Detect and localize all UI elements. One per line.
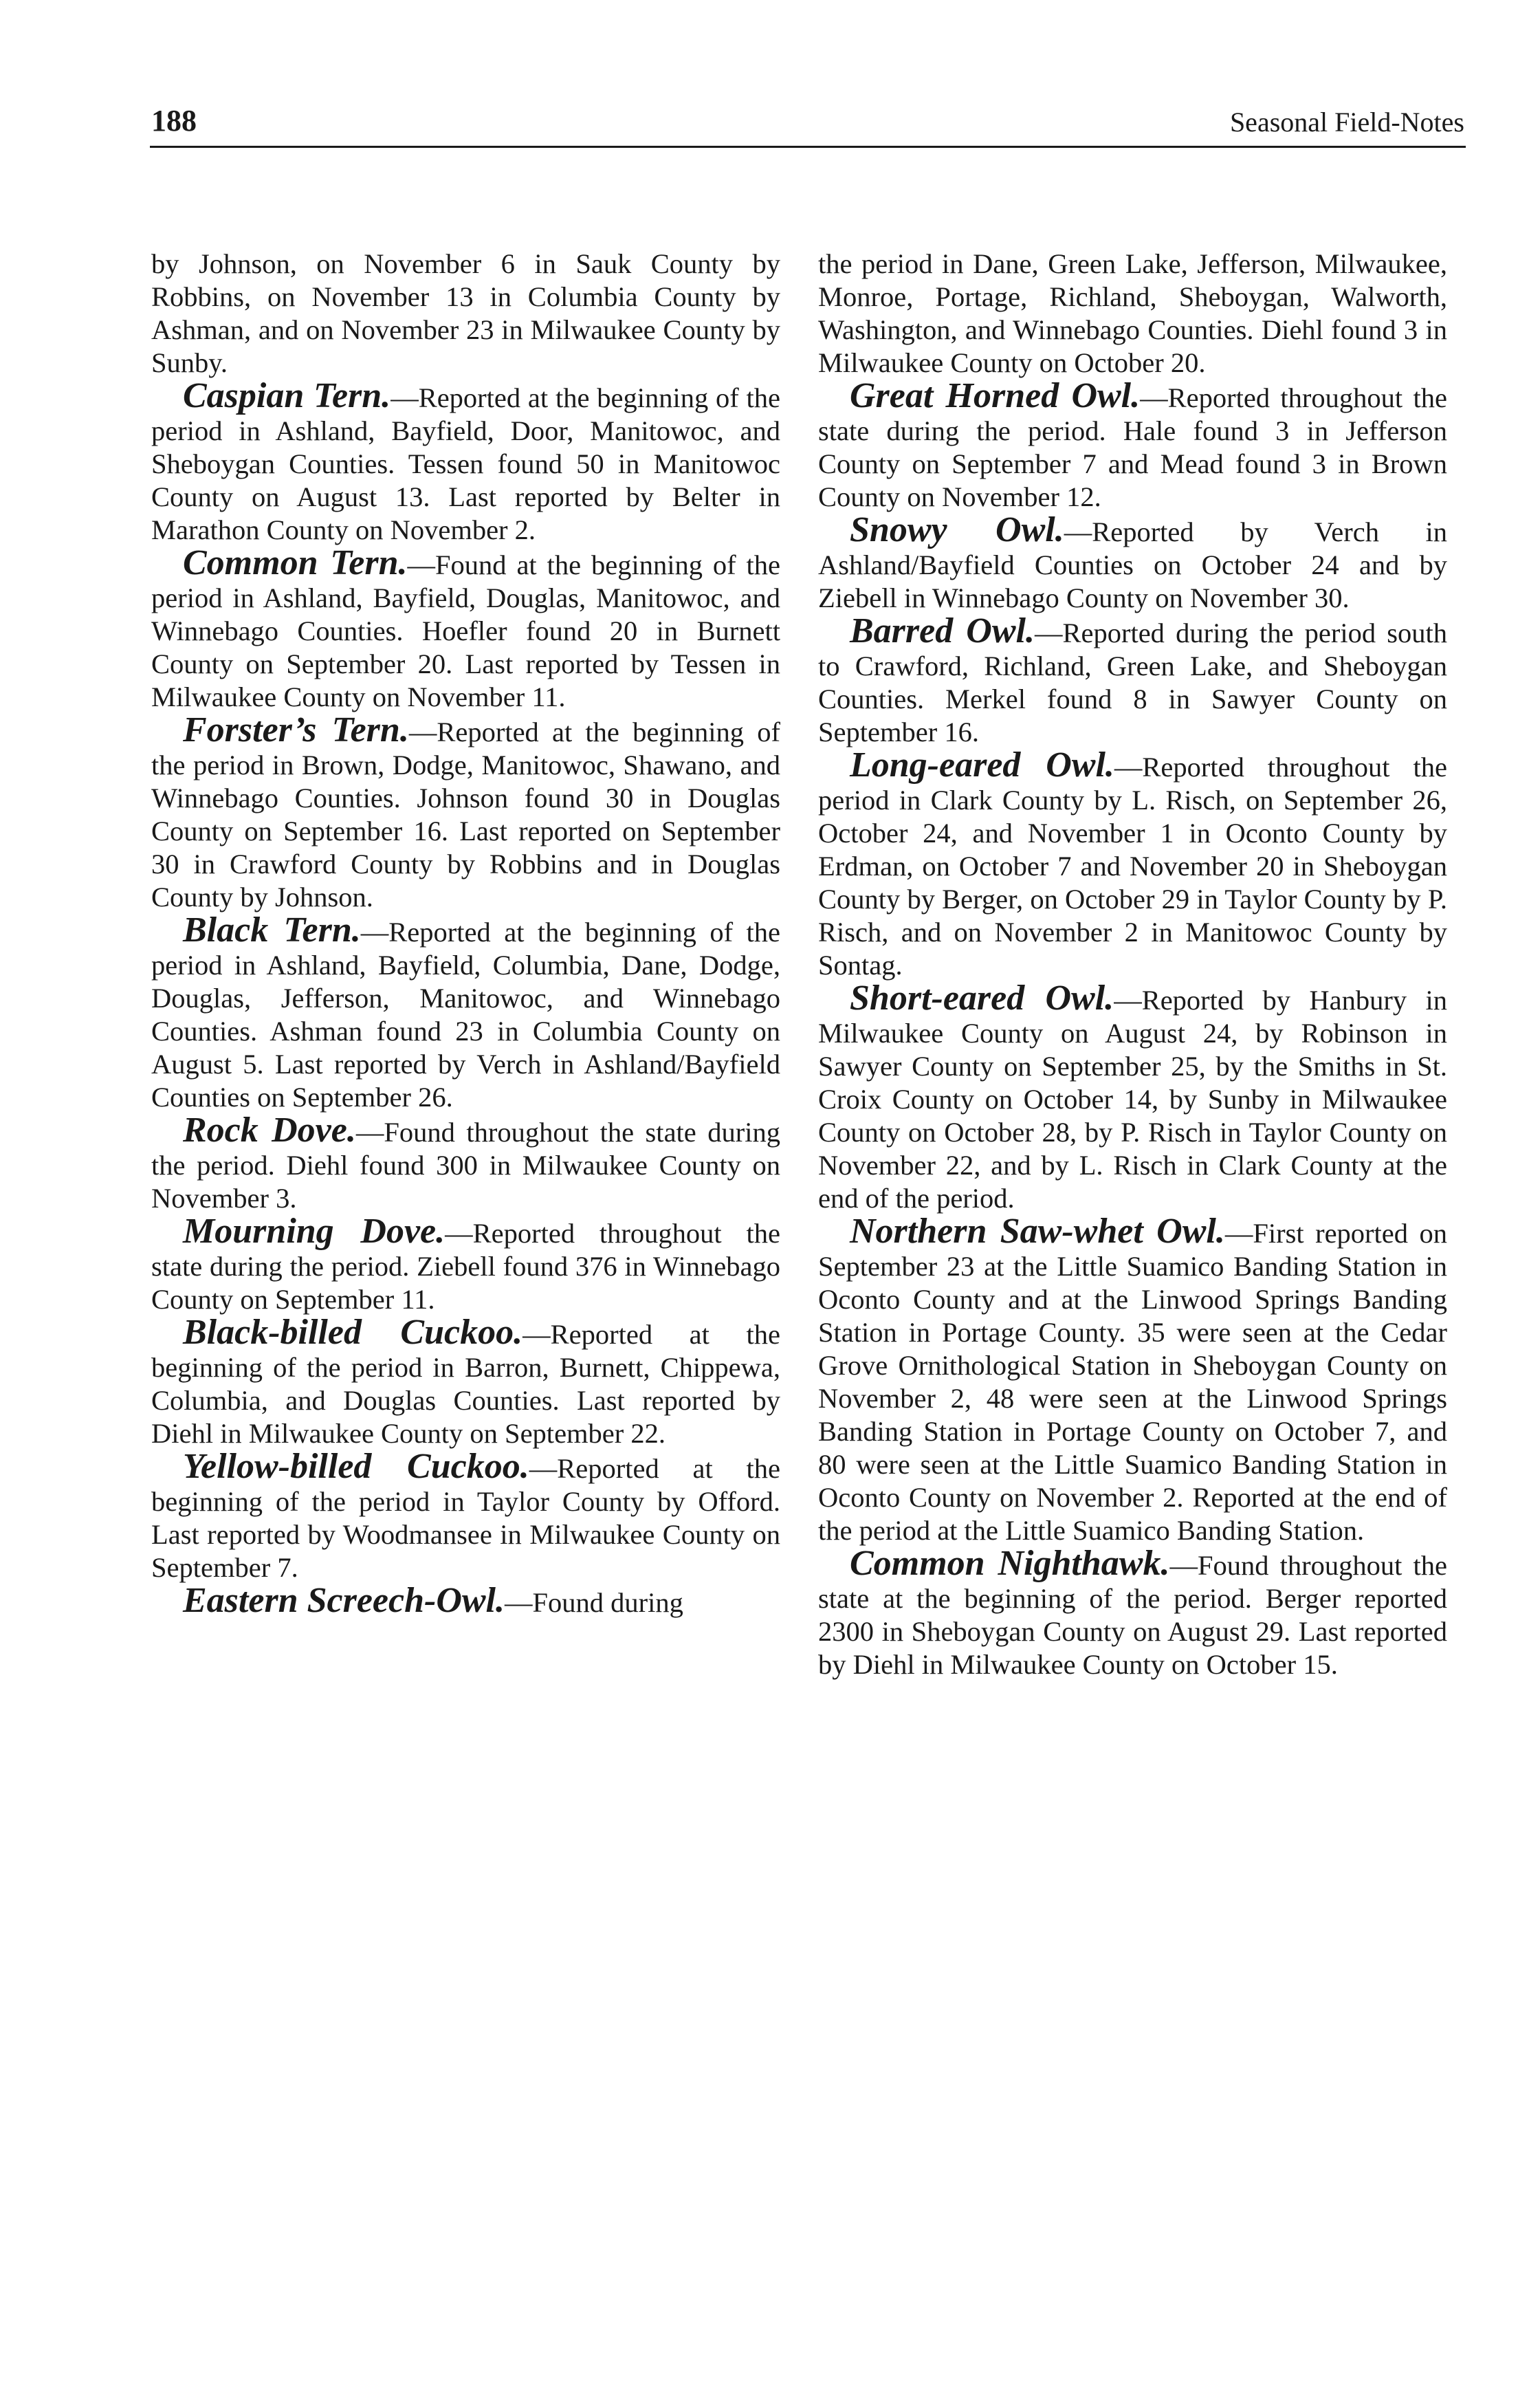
species-name: Northern Saw-whet Owl. (850, 1212, 1225, 1251)
species-text: —Found during (505, 1587, 683, 1618)
species-name: Rock Dove. (183, 1111, 356, 1150)
species-entry (151, 1212, 780, 1316)
species-text: —Found throughout the state at the beginning of the period. Berger reported 2300 in Sheboygan County on August 29. Last reported by Diehl in Milwaukee County on October 15. (818, 1550, 1447, 1680)
species-text: —Reported by Verch in Ashland/Bayfield Counties on October 24 and by Ziebell in Winnebago County on November 30. (818, 516, 1447, 613)
species-entry (151, 910, 781, 1114)
running-title: Seasonal Field-Notes (1229, 107, 1464, 138)
species-name: Great Horned Owl. (850, 376, 1141, 415)
species-text: —Reported at the beginning of the period in Ashland, Bayfield, Columbia, Dane, Dodge, Douglas, Jefferson, Manitowoc, and Winnebago Counties. Ashman found 23 in Columbia County on August 5. Last reported by Verch in Ashland/Bayfield Counties on September 26. (151, 917, 781, 1113)
species-entry (818, 745, 1447, 982)
species-entry (151, 543, 780, 714)
species-text: —Reported throughout the state during the period. Ziebell found 376 in Winnebago County on September 11. (151, 1218, 780, 1315)
continuation-text: by Johnson, on November 6 in Sauk County by Robbins, on November 13 in Columbia County by Ashman, and on November 23 in Milwaukee County by Sunby. (151, 248, 780, 378)
right-column (818, 248, 1447, 1681)
continuation-text: the period in Dane, Green Lake, Jefferson, Milwaukee, Monroe, Portage, Richland, Sheboygan, Walworth, Washington, and Winnebago Counties. Diehl found 3 in Milwaukee County on October 20. (818, 248, 1447, 378)
species-entry (818, 979, 1448, 1215)
species-entry (151, 1447, 780, 1584)
species-name: Black Tern. (183, 910, 361, 950)
species-text: —Reported during the period south to Crawford, Richland, Green Lake, and Sheboygan Counties. Merkel found 8 in Sawyer County on September 16. (818, 618, 1448, 747)
species-text: —Reported throughout the state during the period. Hale found 3 in Jefferson County on September 7 and Mead found 3 in Brown County on November 12. (818, 382, 1447, 512)
species-name: Snowy Owl. (850, 510, 1064, 549)
species-name: Forster’s Tern. (183, 710, 409, 750)
species-text: —Found throughout the state during the period. Diehl found 300 in Milwaukee County on November 3. (151, 1117, 780, 1214)
species-name: Barred Owl. (850, 611, 1035, 651)
page-header (151, 103, 1464, 144)
species-entry (818, 1212, 1447, 1547)
species-entry (151, 1313, 780, 1450)
species-entry (818, 376, 1447, 514)
species-text: —Reported at the beginning of the period in Ashland, Bayfield, Door, Manitowoc, and Sheboygan Counties. Tessen found 50 in Manitowoc County on August 13. Last reported by Belter in Marathon County on November 2. (151, 382, 781, 545)
page-number: 188 (151, 104, 197, 138)
species-name: Mourning Dove. (183, 1212, 446, 1251)
species-text: —Reported by Hanbury in Milwaukee County on August 24, by Robinson in Sawyer County on September 25, by the Smiths in St. Croix County on October 14, by Sunby in Milwaukee County on October 28, by P. Risch in Taylor County on November 22, and by L. Risch in Clark County at the end of the period. (818, 985, 1448, 1214)
header-rule (150, 146, 1466, 148)
species-entry (818, 1544, 1447, 1681)
species-name: Common Nighthawk. (850, 1544, 1170, 1583)
species-text: —First reported on September 23 at the Little Suamico Banding Station in Oconto County and at the Linwood Springs Banding Station in Portage County. 35 were seen at the Cedar Grove Ornithological Station in Sheboygan County on November 2, 48 were seen at the Linwood Springs Banding Station in Portage County on October 7, and 80 were seen at the Little Suamico Banding Station in Oconto County on November 2. Reported at the end of the period at the Little Suamico Banding Station. (818, 1218, 1447, 1546)
species-name: Long-eared Owl. (850, 745, 1114, 785)
species-entry (151, 376, 781, 547)
species-name: Yellow-billed Cuckoo. (183, 1447, 529, 1486)
species-entry (151, 1581, 780, 1620)
species-entry (151, 1111, 780, 1215)
species-name: Short-eared Owl. (850, 979, 1114, 1018)
species-text: —Reported throughout the period in Clark County by L. Risch, on September 26, October 24, and November 1 in Oconto County by Erdman, on October 7 and November 20 in Sheboygan County by Berger, on October 29 in Taylor County by P. Risch, and on November 2 in Manitowoc County by Sontag. (818, 752, 1447, 981)
species-name: Black-billed Cuckoo. (183, 1313, 523, 1352)
species-entry (818, 611, 1448, 749)
species-text: —Reported at the beginning of the period in Brown, Dodge, Manitowoc, Shawano, and Winnebago Counties. Johnson found 30 in Douglas County on September 16. Last reported on September 30 in Crawford County by Robbins and in Douglas County by Johnson. (151, 717, 780, 913)
species-text: —Reported at the beginning of the period in Taylor County by Offord. Last reported by Woodmansee in Milwaukee County on September 7. (151, 1453, 780, 1583)
species-name: Caspian Tern. (183, 376, 391, 415)
species-text: —Reported at the beginning of the period in Barron, Burnett, Chippewa, Columbia, and Douglas Counties. Last reported by Diehl in Milwaukee County on September 22. (151, 1319, 780, 1449)
species-name: Eastern Screech-Owl. (183, 1581, 505, 1620)
left-column (151, 248, 780, 1619)
species-name: Common Tern. (183, 543, 408, 582)
species-text: —Found at the beginning of the period in Ashland, Bayfield, Douglas, Manitowoc, and Winnebago Counties. Hoefler found 20 in Burnett County on September 20. Last reported by Tessen in Milwaukee County on November 11. (151, 549, 780, 712)
species-entry (818, 510, 1447, 615)
species-entry (151, 710, 780, 914)
